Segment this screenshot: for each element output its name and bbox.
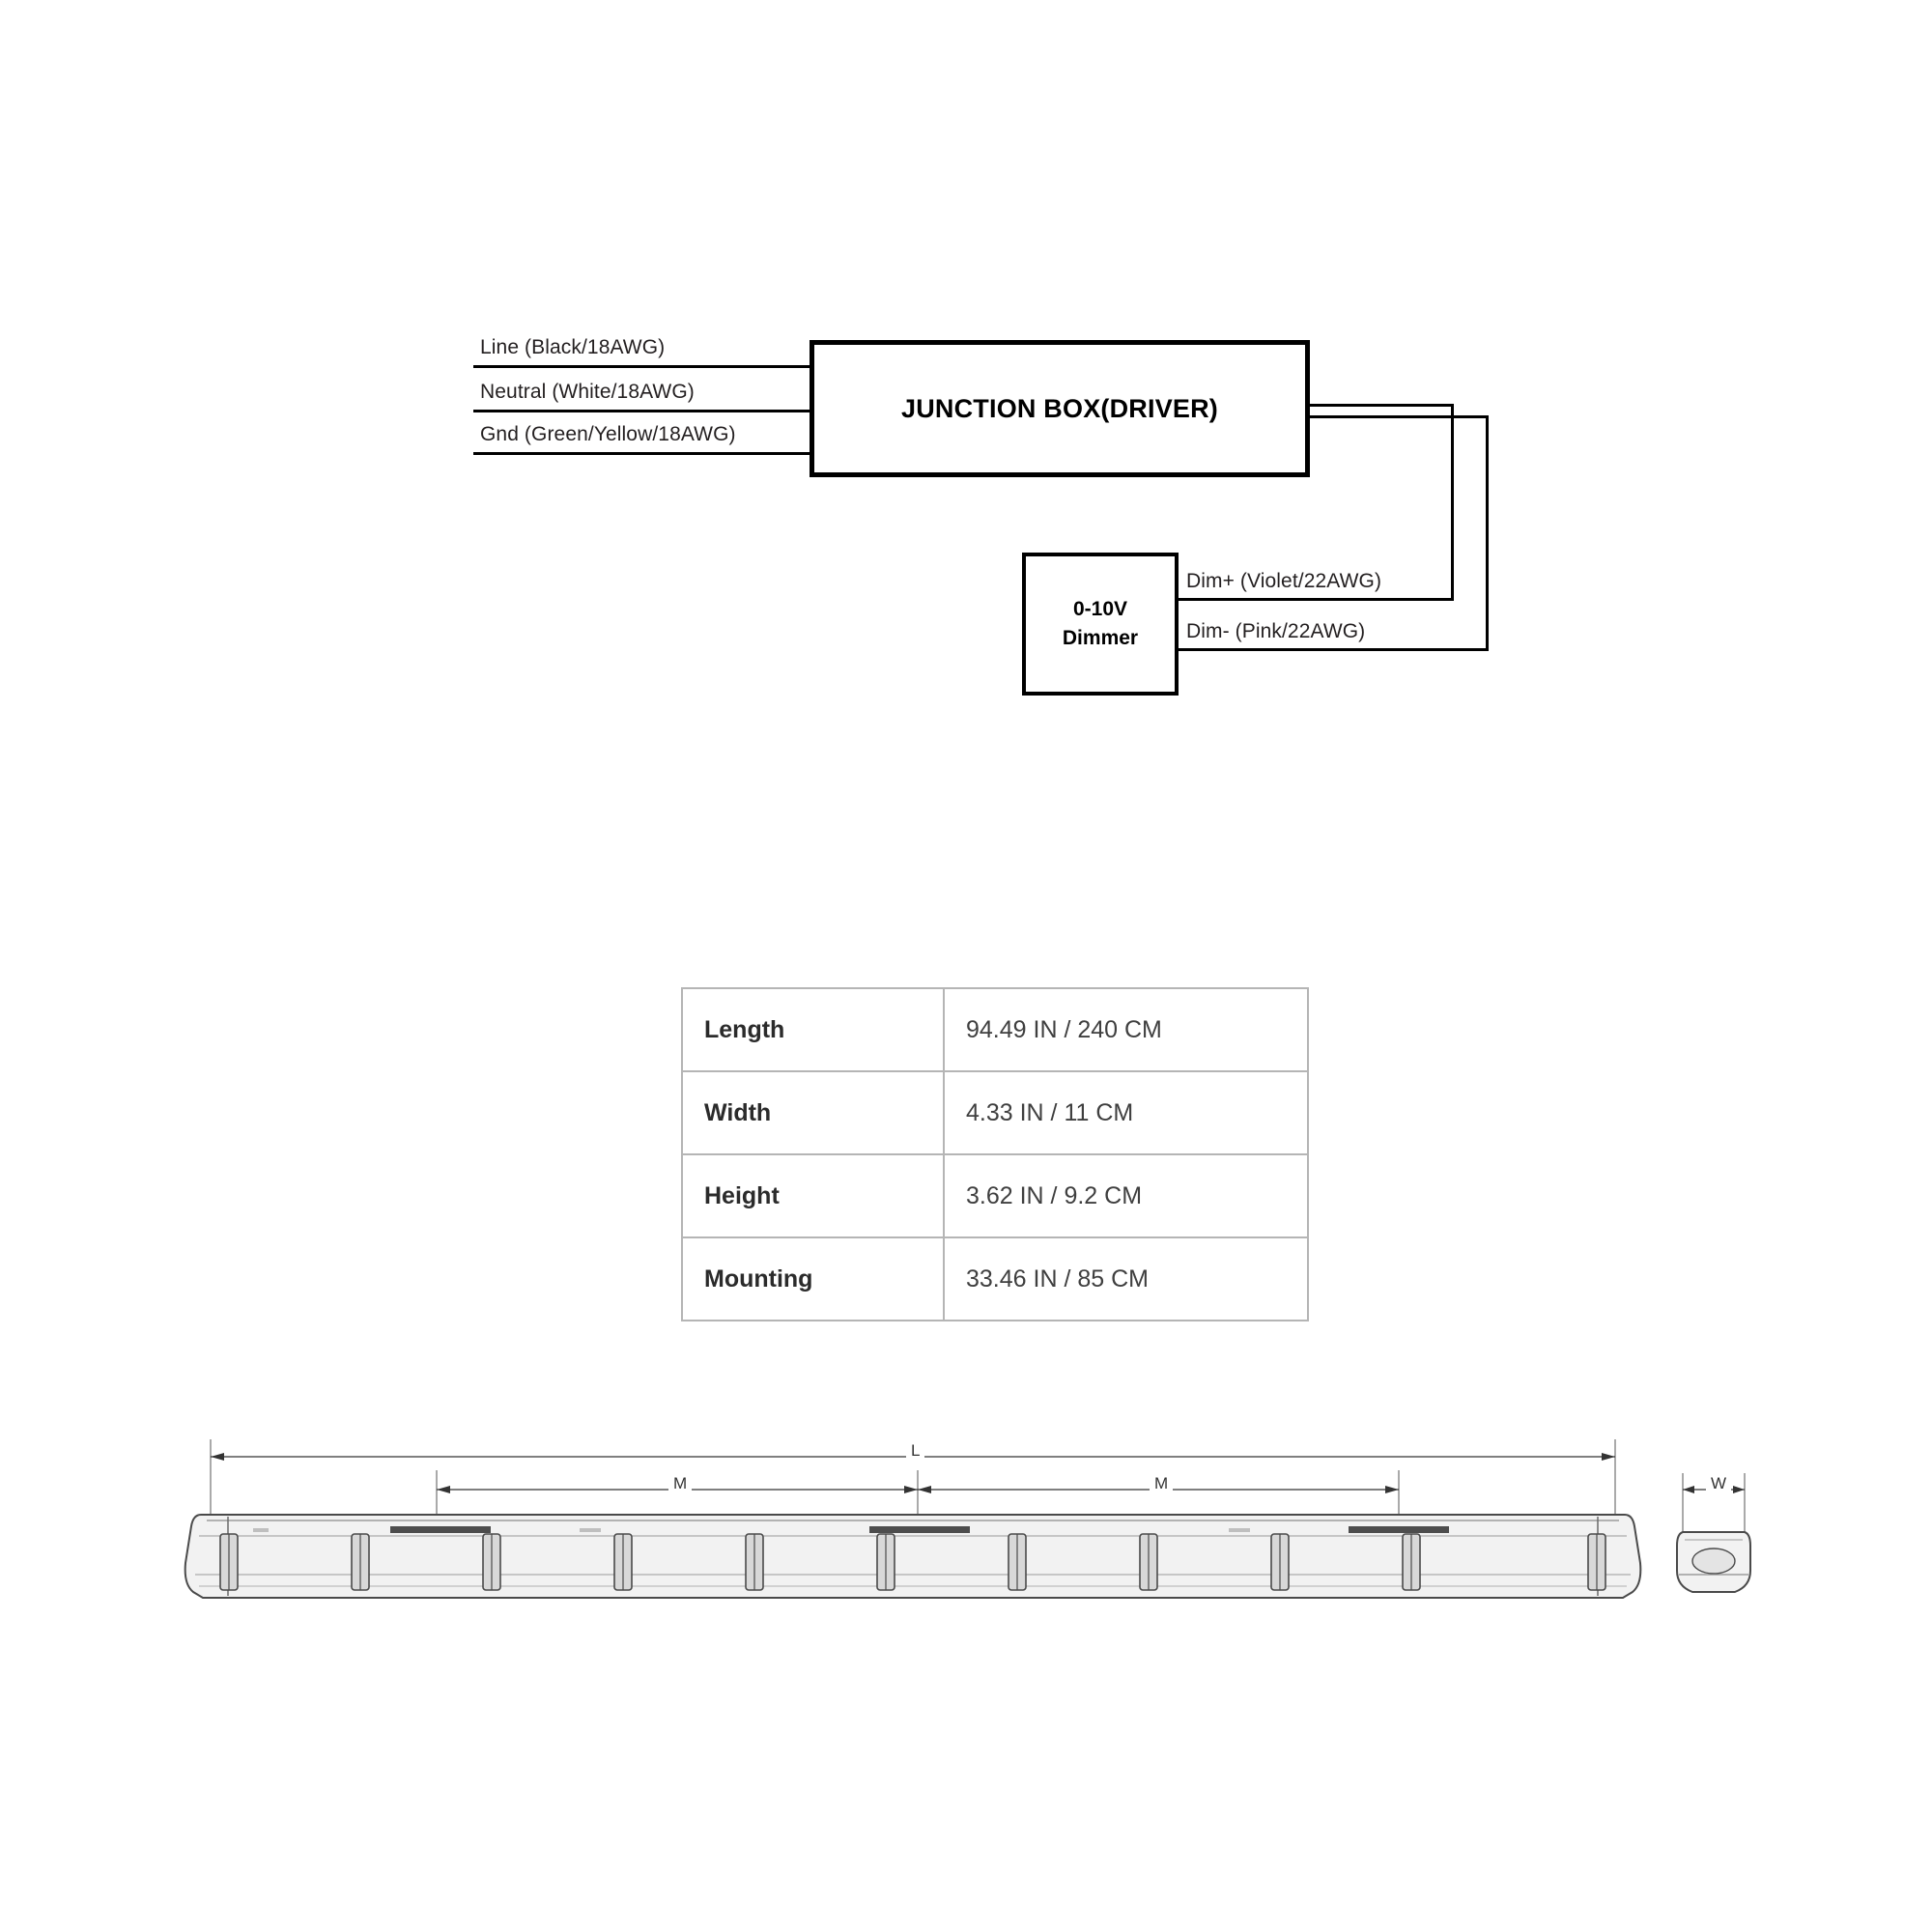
wire-dim-minus-vertical <box>1486 415 1489 650</box>
wire-dim-minus-top <box>1310 415 1488 418</box>
dimmer-box <box>1022 553 1179 696</box>
wire-label-neutral: Neutral (White/18AWG) <box>480 381 695 403</box>
junction-box-label: JUNCTION BOX(DRIVER) <box>900 393 1218 423</box>
dimmer-label-voltage: 0-10V <box>1072 598 1128 620</box>
dimension-label-segment-right: M <box>1150 1474 1173 1493</box>
dimension-label-overall-length: L <box>906 1441 924 1461</box>
dimension-key-width: Width <box>682 1071 944 1154</box>
wire-dim-plus-to-dimmer <box>1179 598 1454 601</box>
dimension-key-length: Length <box>682 988 944 1071</box>
dimension-label-segment-left: M <box>668 1474 692 1493</box>
wire-neutral-input <box>473 410 810 412</box>
dimensions-table <box>681 987 1309 1321</box>
fixture-end-view <box>1677 1532 1750 1592</box>
wiring-diagram <box>0 0 1932 773</box>
wire-label-dim-plus: Dim+ (Violet/22AWG) <box>1186 570 1382 592</box>
dimension-value-height: 3.62 IN / 9.2 CM <box>944 1154 1308 1237</box>
wire-label-dim-minus: Dim- (Pink/22AWG) <box>1186 620 1366 642</box>
fixture-front-view <box>185 1515 1641 1598</box>
dimension-value-width: 4.33 IN / 11 CM <box>944 1071 1308 1154</box>
dimmer-label-name: Dimmer <box>1062 627 1139 649</box>
dimension-value-mounting: 33.46 IN / 85 CM <box>944 1237 1308 1321</box>
fixture-technical-drawing <box>0 1420 1932 1826</box>
wire-dim-plus-top <box>1310 404 1453 407</box>
wire-line-input <box>473 365 810 368</box>
table-row <box>682 1071 1308 1154</box>
wire-label-gnd: Gnd (Green/Yellow/18AWG) <box>480 423 736 445</box>
wire-dim-plus-vertical <box>1451 404 1454 600</box>
dimension-key-height: Height <box>682 1154 944 1237</box>
table-row <box>682 1154 1308 1237</box>
table-row <box>682 988 1308 1071</box>
dimension-key-mounting: Mounting <box>682 1237 944 1321</box>
junction-box <box>810 340 1310 477</box>
table-row <box>682 1237 1308 1321</box>
wire-label-line: Line (Black/18AWG) <box>480 336 666 358</box>
dimension-label-width: W <box>1706 1474 1731 1493</box>
dimensions-table-body <box>682 988 1308 1321</box>
fixture-svg <box>0 1420 1932 1826</box>
wire-dim-minus-to-dimmer <box>1179 648 1489 651</box>
wire-gnd-input <box>473 452 810 455</box>
dimension-value-length: 94.49 IN / 240 CM <box>944 988 1308 1071</box>
